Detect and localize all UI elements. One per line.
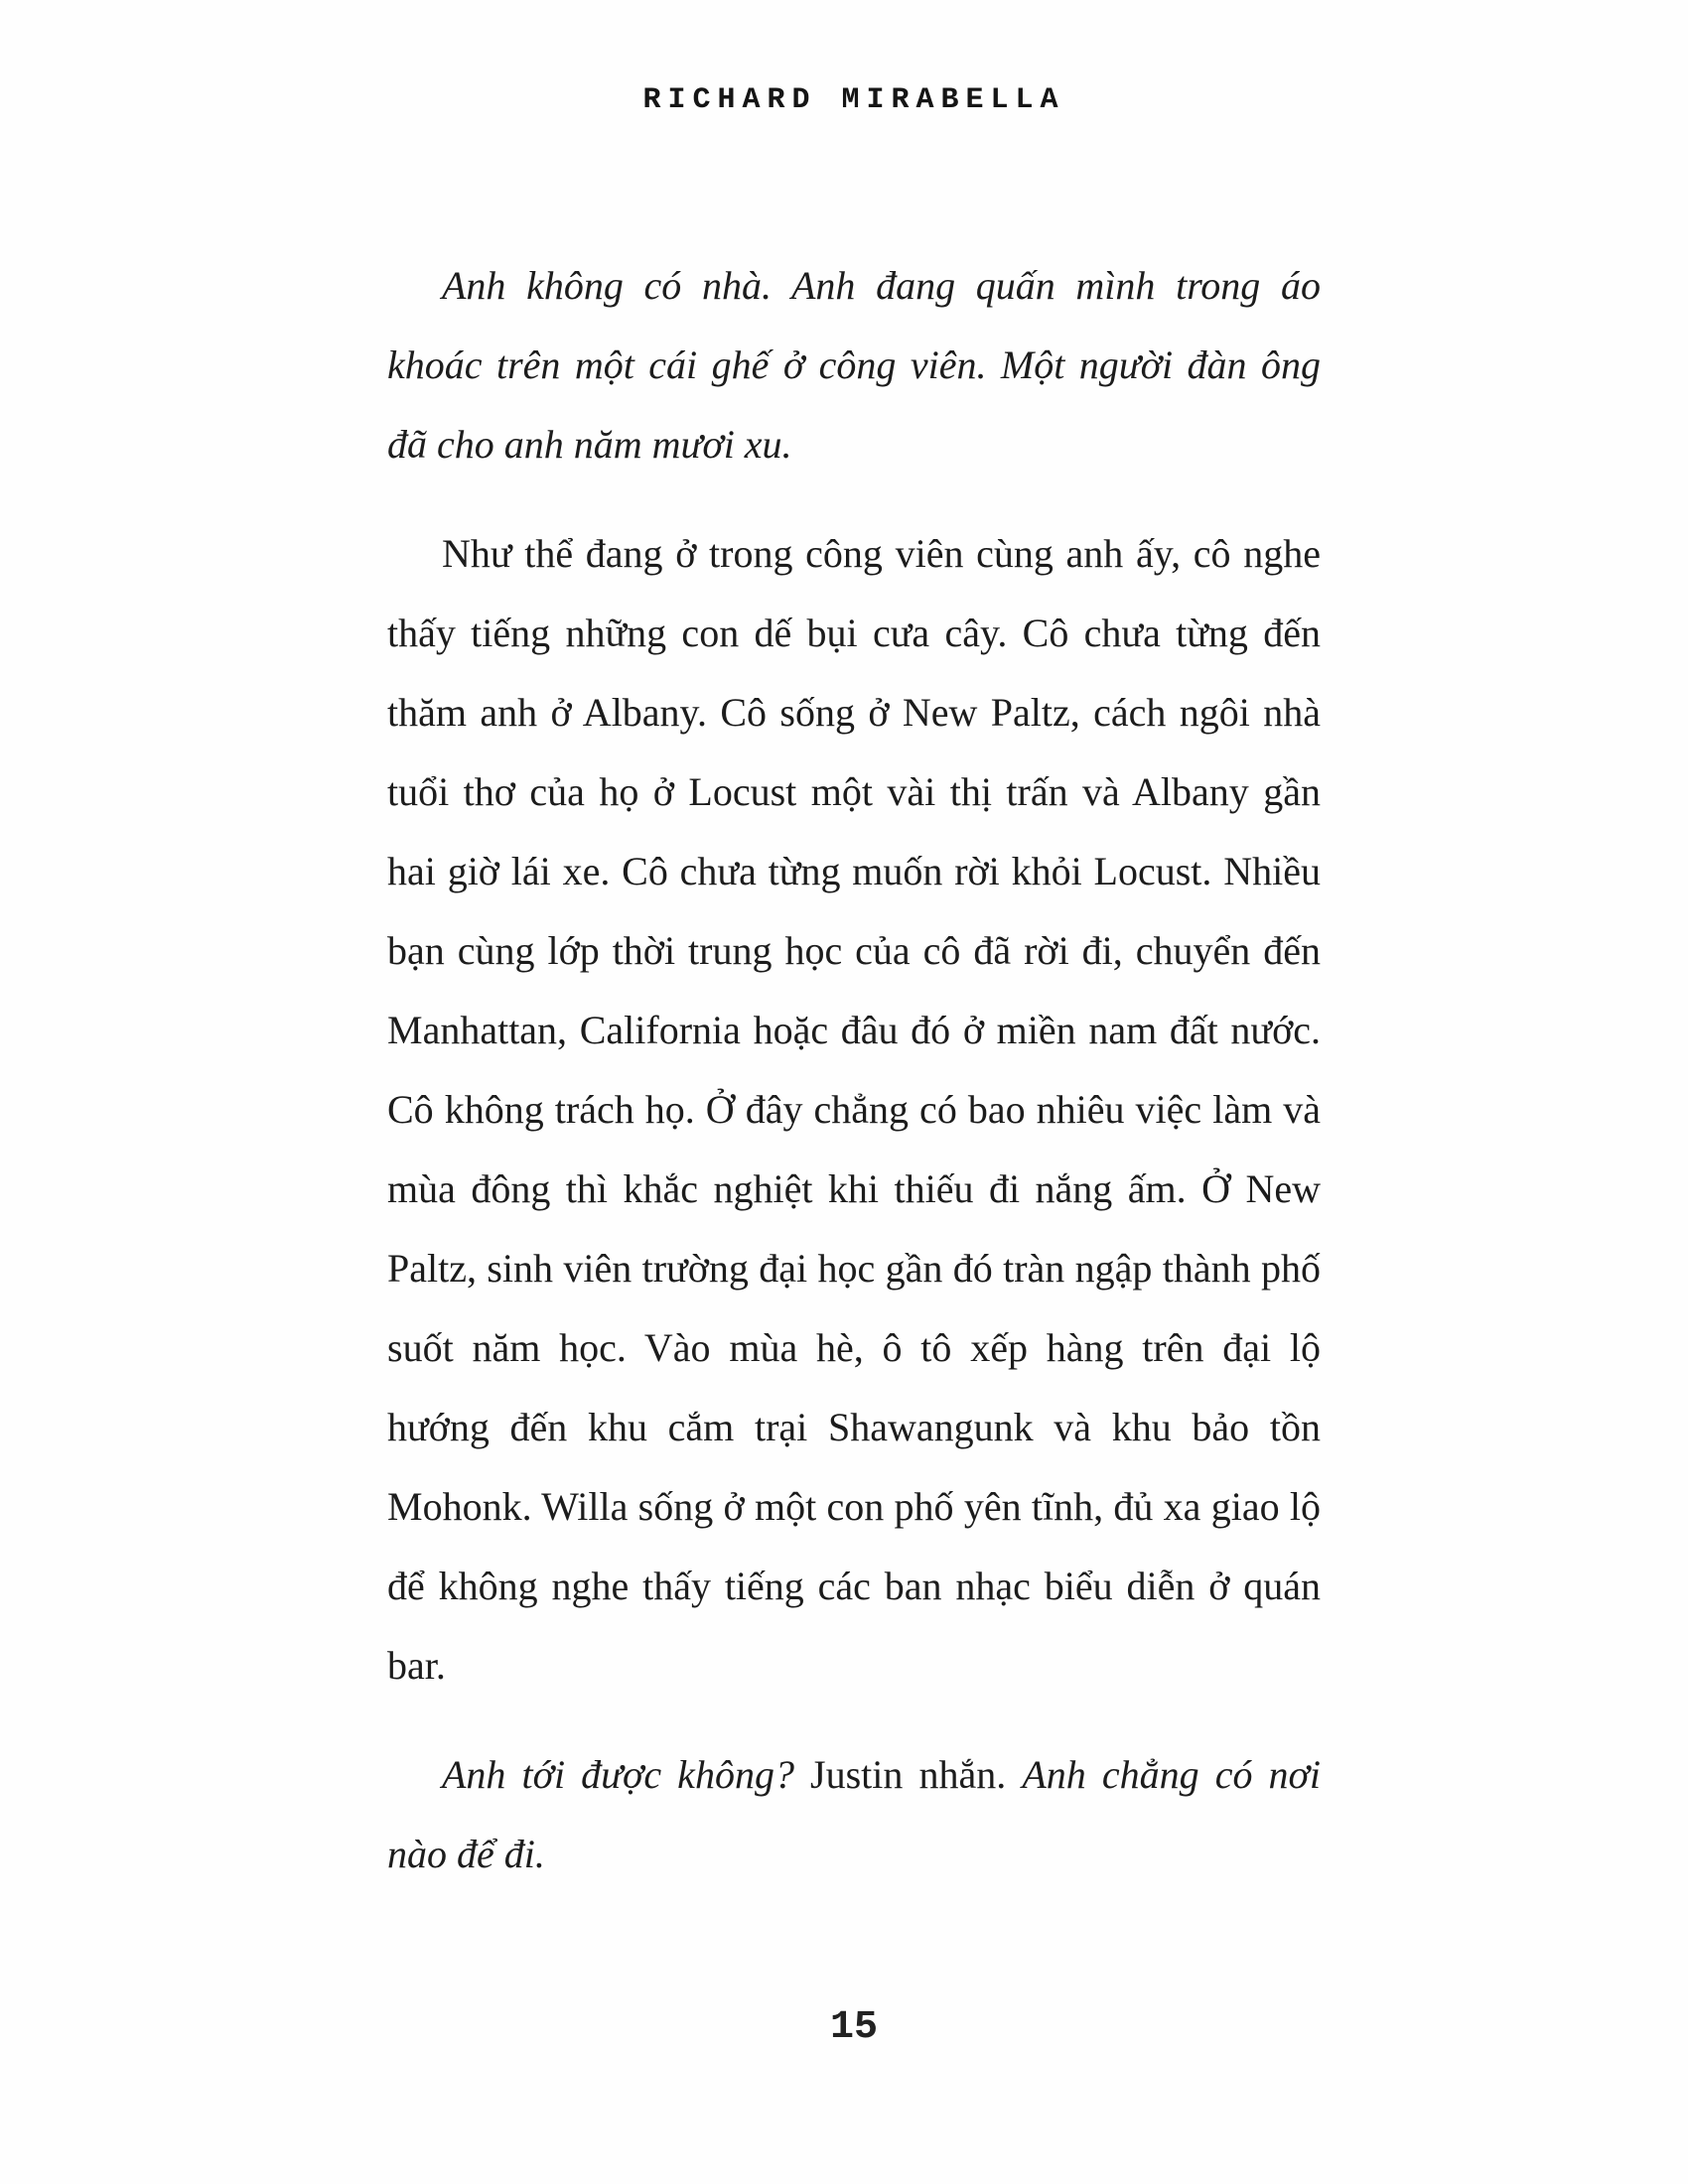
paragraph-opening-italic: Anh không có nhà. Anh đang quấn mình trong áo khoác trên một cái ghế ở công viên. Một người đàn ông đã cho anh năm mươi xu. [387,263,1321,467]
message-attribution-roman: Justin nhắn. [793,1752,1023,1797]
message-statement-italic: Anh chẳng có nơi nào để đi. [387,1752,1321,1876]
paragraph-message [387,1735,1321,1894]
paragraph-body: Như thể đang ở trong công viên cùng anh ấy, cô nghe thấy tiếng những con dế bụi cưa cây. Cô chưa từng đến thăm anh ở Albany. Cô sống ở New Paltz, cách ngôi nhà tuổi thơ của họ ở Locust một vài thị trấn và Albany gần hai giờ lái xe. Cô chưa từng muốn rời khỏi Locust. Nhiều bạn cùng lớp thời trung học của cô đã rời đi, chuyển đến Manhattan, California hoặc đâu đó ở miền nam đất nước. Cô không trách họ. Ở đây chẳng có bao nhiêu việc làm và mùa đông thì khắc nghiệt khi thiếu đi nắng ấm. Ở New Paltz, sinh viên trường đại học gần đó tràn ngập thành phố suốt năm học. Vào mùa hè, ô tô xếp hàng trên đại lộ hướng đến khu cắm trại Shawangunk và khu bảo tồn Mohonk. Willa sống ở một con phố yên tĩnh, đủ xa giao lộ để không nghe thấy tiếng các ban nhạc biểu diễn ở quán bar. [387,531,1321,1688]
text-column [387,246,1321,1894]
message-question-italic: Anh tới được không? [442,1752,794,1797]
page-number: 15 [829,2005,878,2050]
running-header-author: RICHARD MIRABELLA [642,83,1065,117]
